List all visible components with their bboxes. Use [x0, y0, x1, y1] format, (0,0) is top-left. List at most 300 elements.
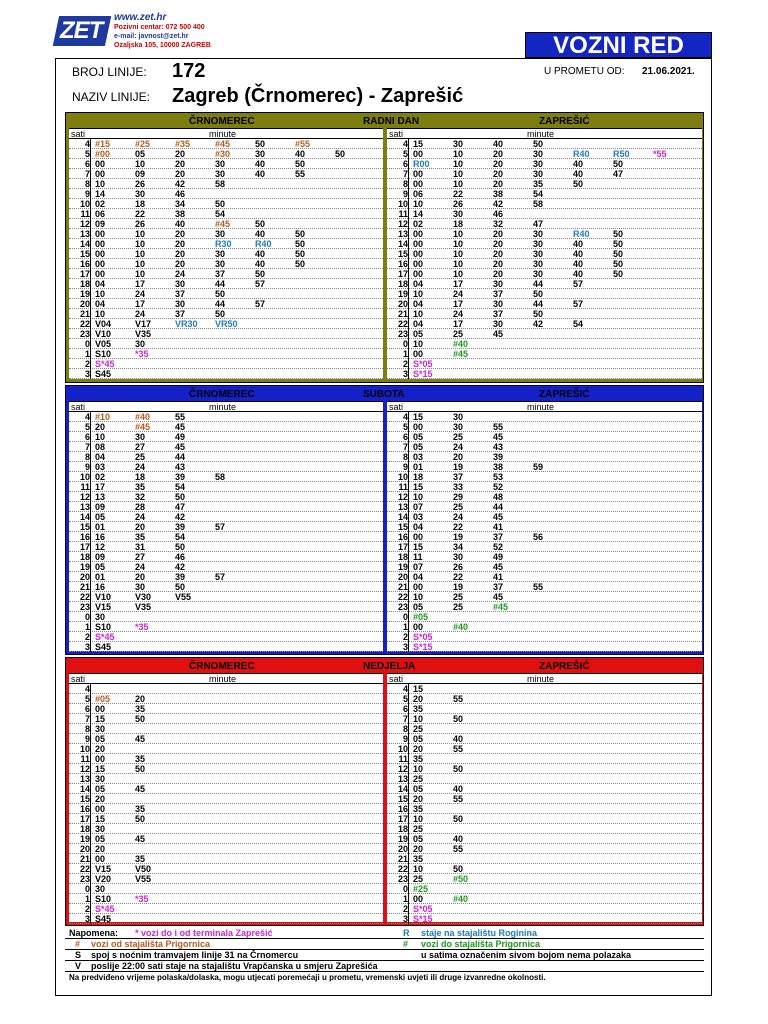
minute-cell: S*15	[413, 914, 433, 924]
minute-cell: 00	[95, 269, 106, 279]
minute-cell: 50	[215, 199, 226, 209]
hour-row	[387, 442, 702, 452]
hour-header: sati	[389, 402, 404, 412]
minute-cell: R40	[255, 239, 272, 249]
minute-cell: 20	[493, 179, 504, 189]
minute-cell: 20	[413, 794, 424, 804]
minute-cell: 35	[135, 754, 146, 764]
minute-cell: 10	[453, 249, 464, 259]
minute-cell: 10	[135, 259, 146, 269]
minute-cell: 40	[255, 259, 266, 269]
minute-cell: S*45	[95, 359, 115, 369]
hour-row	[69, 169, 383, 179]
minute-cell: V50	[135, 864, 152, 874]
minute-cell: 55	[453, 844, 464, 854]
minute-cell: 30	[95, 774, 106, 784]
hour-cell: 2	[387, 632, 409, 642]
minute-cell: 50	[135, 764, 146, 774]
hour-cell: 15	[387, 794, 409, 804]
minute-cell: 37	[493, 289, 504, 299]
minute-cell: *35	[135, 894, 149, 904]
minute-cell: 37	[453, 472, 464, 482]
minute-cell: 20	[175, 249, 186, 259]
hour-row	[387, 149, 702, 159]
hour-cell: 18	[69, 552, 91, 562]
hour-cell: 2	[69, 904, 91, 914]
valid-from-label: U PROMETU OD:	[544, 66, 625, 77]
minute-cell: 26	[135, 219, 146, 229]
minute-cell: 50	[613, 269, 624, 279]
hour-cell: 15	[69, 794, 91, 804]
hour-cell: 12	[387, 492, 409, 502]
minute-cell: 37	[175, 309, 186, 319]
minute-cell: 15	[95, 764, 106, 774]
hour-cell: 18	[387, 552, 409, 562]
minute-cell: V20	[95, 874, 112, 884]
minute-cell: 10	[453, 169, 464, 179]
hour-row	[387, 612, 702, 622]
minute-cell: 05	[413, 442, 424, 452]
minute-cell: 39	[175, 472, 186, 482]
minute-cell: 27	[135, 442, 146, 452]
hour-row	[69, 249, 383, 259]
timetable-left	[69, 128, 383, 379]
minute-header: minute	[527, 129, 555, 139]
hour-cell: 7	[69, 169, 91, 179]
hour-row	[69, 289, 383, 299]
minute-cell: 15	[413, 684, 424, 694]
minute-cell: 50	[295, 249, 306, 259]
minute-cell: 20	[175, 159, 186, 169]
hour-cell: 7	[387, 714, 409, 724]
minute-cell: 05	[95, 562, 106, 572]
hour-cell: 21	[69, 309, 91, 319]
minute-cell: 05	[413, 784, 424, 794]
hour-cell: 23	[69, 329, 91, 339]
minute-cell: 50	[453, 814, 464, 824]
minute-cell: 46	[175, 552, 186, 562]
hour-row	[69, 462, 383, 472]
minute-cell: #00	[95, 149, 111, 159]
hour-cell: 10	[387, 744, 409, 754]
hour-cell: 20	[69, 299, 91, 309]
minute-cell: 45	[135, 834, 146, 844]
minute-cell: 05	[413, 432, 424, 442]
column-header	[69, 402, 383, 412]
hour-cell: 3	[69, 914, 91, 924]
minute-cell: 17	[135, 299, 146, 309]
hour-row	[387, 834, 702, 844]
hour-row	[69, 259, 383, 269]
hour-cell: 14	[387, 239, 409, 249]
hour-row	[387, 462, 702, 472]
hour-row	[69, 774, 383, 784]
minute-cell: 25	[453, 592, 464, 602]
hour-row	[387, 349, 702, 359]
minute-cell: 43	[493, 442, 504, 452]
hour-cell: 9	[69, 734, 91, 744]
hour-row	[69, 684, 383, 694]
minute-cell: 06	[95, 209, 106, 219]
hour-cell: 7	[69, 714, 91, 724]
hour-cell: 5	[69, 694, 91, 704]
minute-cell: 15	[413, 482, 424, 492]
minute-cell: 00	[95, 169, 106, 179]
hour-cell: 20	[69, 572, 91, 582]
hour-row	[387, 369, 702, 379]
minute-cell: 42	[533, 319, 544, 329]
minute-cell: 00	[95, 249, 106, 259]
section-header	[69, 116, 700, 128]
minute-cell: 40	[255, 169, 266, 179]
minute-cell: 09	[95, 552, 106, 562]
minute-cell: 40	[453, 834, 464, 844]
hour-cell: 1	[387, 622, 409, 632]
minute-cell: 50	[533, 139, 544, 149]
minute-cell: 30	[533, 159, 544, 169]
hour-row	[387, 864, 702, 874]
minute-cell: 00	[413, 169, 424, 179]
minute-cell: 35	[135, 804, 146, 814]
minute-cell: 35	[135, 532, 146, 542]
hour-row	[387, 754, 702, 764]
minute-cell: 04	[413, 279, 424, 289]
hour-row	[69, 612, 383, 622]
minute-cell: 50	[613, 159, 624, 169]
hour-row	[69, 764, 383, 774]
hour-cell: 13	[387, 774, 409, 784]
hour-cell: 5	[69, 149, 91, 159]
hour-row	[387, 592, 702, 602]
website-link[interactable]: www.zet.hr	[114, 12, 167, 23]
hour-row	[387, 309, 702, 319]
minute-cell: 55	[295, 169, 306, 179]
minute-cell: 24	[453, 512, 464, 522]
hour-header: sati	[71, 674, 86, 684]
hour-row	[387, 642, 702, 652]
minute-cell: 30	[493, 279, 504, 289]
minute-cell: 37	[175, 289, 186, 299]
minute-cell: 00	[95, 754, 106, 764]
hour-cell: 21	[387, 582, 409, 592]
minute-cell: 10	[95, 309, 106, 319]
minute-cell: 50	[613, 259, 624, 269]
minute-cell: 20	[95, 744, 106, 754]
timetable-title: VOZNI RED	[525, 32, 712, 58]
minute-cell: V05	[95, 339, 112, 349]
minute-cell: #40	[135, 412, 151, 422]
minute-cell: 08	[95, 442, 106, 452]
hour-cell: 12	[69, 219, 91, 229]
minute-cell: 10	[413, 289, 424, 299]
hour-row	[69, 472, 383, 482]
minute-cell: 00	[413, 149, 424, 159]
hour-row	[387, 794, 702, 804]
hour-cell: 9	[387, 462, 409, 472]
hour-row	[69, 914, 383, 924]
minute-cell: 39	[493, 452, 504, 462]
hour-cell: 12	[387, 219, 409, 229]
minute-cell: 17	[95, 482, 106, 492]
minute-cell: 04	[413, 299, 424, 309]
hour-cell: 7	[387, 442, 409, 452]
minute-cell: 40	[295, 149, 306, 159]
hour-row	[387, 422, 702, 432]
minute-cell: 24	[135, 289, 146, 299]
hour-row	[387, 814, 702, 824]
note-v-text: poslije 22:00 sati staje na stajalištu Vrapčanska u smjeru Zaprešića	[91, 961, 378, 971]
minute-header: minute	[209, 129, 237, 139]
hour-cell: 19	[69, 834, 91, 844]
minute-cell: 28	[135, 502, 146, 512]
minute-cell: 30	[533, 169, 544, 179]
minute-cell: 50	[175, 582, 186, 592]
minute-cell: 00	[95, 239, 106, 249]
contact-info	[114, 12, 211, 50]
minute-cell: 50	[613, 249, 624, 259]
minute-cell: 04	[95, 279, 106, 289]
minute-cell: 24	[175, 269, 186, 279]
hour-row	[387, 784, 702, 794]
hour-cell: 2	[387, 904, 409, 914]
hour-row	[387, 582, 702, 592]
timetable-right	[387, 128, 702, 379]
hour-row	[69, 219, 383, 229]
hour-cell: 22	[387, 319, 409, 329]
column-header	[69, 129, 383, 139]
section-header-to: ZAPREŠIĆ	[539, 389, 590, 400]
hour-cell: 1	[69, 894, 91, 904]
hour-row	[69, 622, 383, 632]
hour-cell: 4	[69, 684, 91, 694]
hour-row	[69, 189, 383, 199]
hour-row	[387, 229, 702, 239]
minute-cell: #40	[453, 622, 469, 632]
minute-cell: 20	[493, 149, 504, 159]
section-header-day: SUBOTA	[363, 389, 405, 400]
minute-cell: #10	[95, 412, 111, 422]
note-r-symbol: R	[403, 928, 410, 938]
minute-cell: 06	[413, 189, 424, 199]
minute-cell: 50	[533, 309, 544, 319]
minute-cell: #40	[453, 894, 469, 904]
hour-row	[69, 874, 383, 884]
minute-cell: 48	[493, 492, 504, 502]
minute-cell: 40	[255, 159, 266, 169]
minute-cell: 20	[135, 522, 146, 532]
minute-cell: 20	[493, 159, 504, 169]
minute-cell: 07	[413, 562, 424, 572]
section-header-to: ZAPREŠIĆ	[539, 661, 590, 672]
minute-cell: 00	[413, 229, 424, 239]
minute-cell: 12	[95, 542, 106, 552]
minute-cell: 27	[135, 552, 146, 562]
minute-cell: S*45	[95, 632, 115, 642]
minute-cell: 01	[95, 522, 106, 532]
minute-cell: 10	[135, 229, 146, 239]
minute-cell: R40	[573, 229, 590, 239]
minute-cell: 05	[95, 734, 106, 744]
hour-cell: 8	[387, 724, 409, 734]
hour-cell: 0	[69, 612, 91, 622]
hour-row	[387, 289, 702, 299]
note-star: * vozi do i od terminala Zaprešić	[135, 928, 273, 938]
hour-row	[69, 714, 383, 724]
hour-row	[69, 299, 383, 309]
hour-row	[69, 884, 383, 894]
hour-row	[387, 714, 702, 724]
section-radni	[65, 112, 704, 383]
minute-cell: 10	[135, 249, 146, 259]
hour-row	[387, 744, 702, 754]
minute-cell: 00	[95, 804, 106, 814]
hour-cell: 10	[387, 472, 409, 482]
hour-row	[387, 472, 702, 482]
minute-cell: 30	[135, 339, 146, 349]
line-number: 172	[172, 60, 206, 82]
minute-cell: S45	[95, 369, 112, 379]
minute-cell: 55	[453, 744, 464, 754]
minute-cell: 35	[413, 704, 424, 714]
minute-cell: 15	[95, 814, 106, 824]
hour-row	[69, 804, 383, 814]
minute-cell: 00	[413, 259, 424, 269]
minute-cell: 17	[453, 299, 464, 309]
hour-cell: 3	[387, 369, 409, 379]
section-header-day: NEDJELJA	[363, 661, 416, 672]
hour-row	[387, 269, 702, 279]
hour-row	[387, 854, 702, 864]
hour-cell: 16	[387, 804, 409, 814]
minute-cell: 04	[95, 452, 106, 462]
hour-row	[69, 894, 383, 904]
minute-cell: 00	[413, 422, 424, 432]
minute-cell: 18	[413, 472, 424, 482]
hour-cell: 14	[69, 239, 91, 249]
hour-cell: 22	[387, 592, 409, 602]
minute-cell: 30	[95, 612, 106, 622]
column-header	[387, 674, 702, 684]
hour-row	[69, 694, 383, 704]
minute-cell: 46	[493, 209, 504, 219]
minute-cell: 05	[413, 329, 424, 339]
timetable-right	[387, 673, 702, 922]
minute-cell: 20	[135, 572, 146, 582]
hour-cell: 20	[387, 844, 409, 854]
minute-cell: 00	[413, 582, 424, 592]
hour-cell: 8	[69, 179, 91, 189]
hour-cell: 17	[69, 814, 91, 824]
minute-cell: 10	[135, 159, 146, 169]
hour-row	[69, 492, 383, 502]
minute-cell: 03	[413, 512, 424, 522]
hour-cell: 23	[69, 602, 91, 612]
minute-cell: V15	[95, 602, 112, 612]
line-name: Zagreb (Črnomerec) - Zaprešić	[172, 85, 464, 107]
minute-cell: 22	[453, 522, 464, 532]
minute-cell: 43	[175, 462, 186, 472]
hour-row	[69, 139, 383, 149]
hour-row	[69, 602, 383, 612]
minute-cell: 45	[175, 442, 186, 452]
minute-cell: 45	[493, 562, 504, 572]
minute-cell: #45	[493, 602, 509, 612]
minute-cell: 09	[135, 169, 146, 179]
hour-row	[69, 572, 383, 582]
hour-row	[69, 279, 383, 289]
hour-cell: 10	[69, 472, 91, 482]
minute-cell: 20	[175, 229, 186, 239]
minute-cell: 50	[295, 239, 306, 249]
minute-cell: 35	[135, 854, 146, 864]
hour-row	[387, 904, 702, 914]
minute-cell: 20	[493, 249, 504, 259]
minute-cell: 33	[453, 482, 464, 492]
minute-cell: 05	[95, 784, 106, 794]
note-hash-from-text: vozi od stajališta Prigornica	[91, 939, 211, 949]
minute-cell: V35	[135, 329, 152, 339]
section-header-day: RADNI DAN	[363, 116, 420, 127]
hour-cell: 1	[69, 622, 91, 632]
hour-cell: 8	[69, 724, 91, 734]
hour-row	[387, 359, 702, 369]
hour-cell: 4	[387, 139, 409, 149]
hour-row	[387, 734, 702, 744]
minute-cell: 05	[413, 834, 424, 844]
minute-cell: 30	[533, 269, 544, 279]
minute-cell: 10	[413, 814, 424, 824]
hour-cell: 12	[387, 764, 409, 774]
hour-row	[387, 512, 702, 522]
minute-cell: 50	[255, 219, 266, 229]
hour-cell: 5	[69, 422, 91, 432]
hour-row	[387, 552, 702, 562]
minute-cell: 50	[295, 159, 306, 169]
hour-cell: 21	[69, 582, 91, 592]
hour-cell: 10	[387, 199, 409, 209]
minute-cell: #45	[215, 139, 231, 149]
note-s-symbol: S	[75, 950, 82, 960]
minute-cell: 50	[255, 139, 266, 149]
hour-row	[69, 794, 383, 804]
hour-cell: 13	[69, 229, 91, 239]
minute-cell: 20	[95, 422, 106, 432]
hour-row	[387, 452, 702, 462]
minute-cell: #45	[215, 219, 231, 229]
hour-row	[69, 422, 383, 432]
minute-cell: 20	[493, 229, 504, 239]
minute-header: minute	[209, 674, 237, 684]
hour-row	[69, 814, 383, 824]
minute-cell: 10	[453, 149, 464, 159]
minute-cell: 31	[135, 542, 146, 552]
hour-row	[387, 874, 702, 884]
hour-row	[387, 622, 702, 632]
minute-cell: 15	[413, 412, 424, 422]
section-header	[69, 389, 700, 401]
minute-cell: R40	[573, 149, 590, 159]
hour-row	[69, 209, 383, 219]
column-header	[387, 129, 702, 139]
minute-cell: 25	[135, 452, 146, 462]
hour-row	[69, 229, 383, 239]
minute-cell: 04	[413, 319, 424, 329]
hour-row	[387, 542, 702, 552]
minute-cell: 13	[95, 492, 106, 502]
minute-cell: 24	[453, 309, 464, 319]
hour-cell: 5	[387, 694, 409, 704]
section-header-to: ZAPREŠIĆ	[539, 116, 590, 127]
